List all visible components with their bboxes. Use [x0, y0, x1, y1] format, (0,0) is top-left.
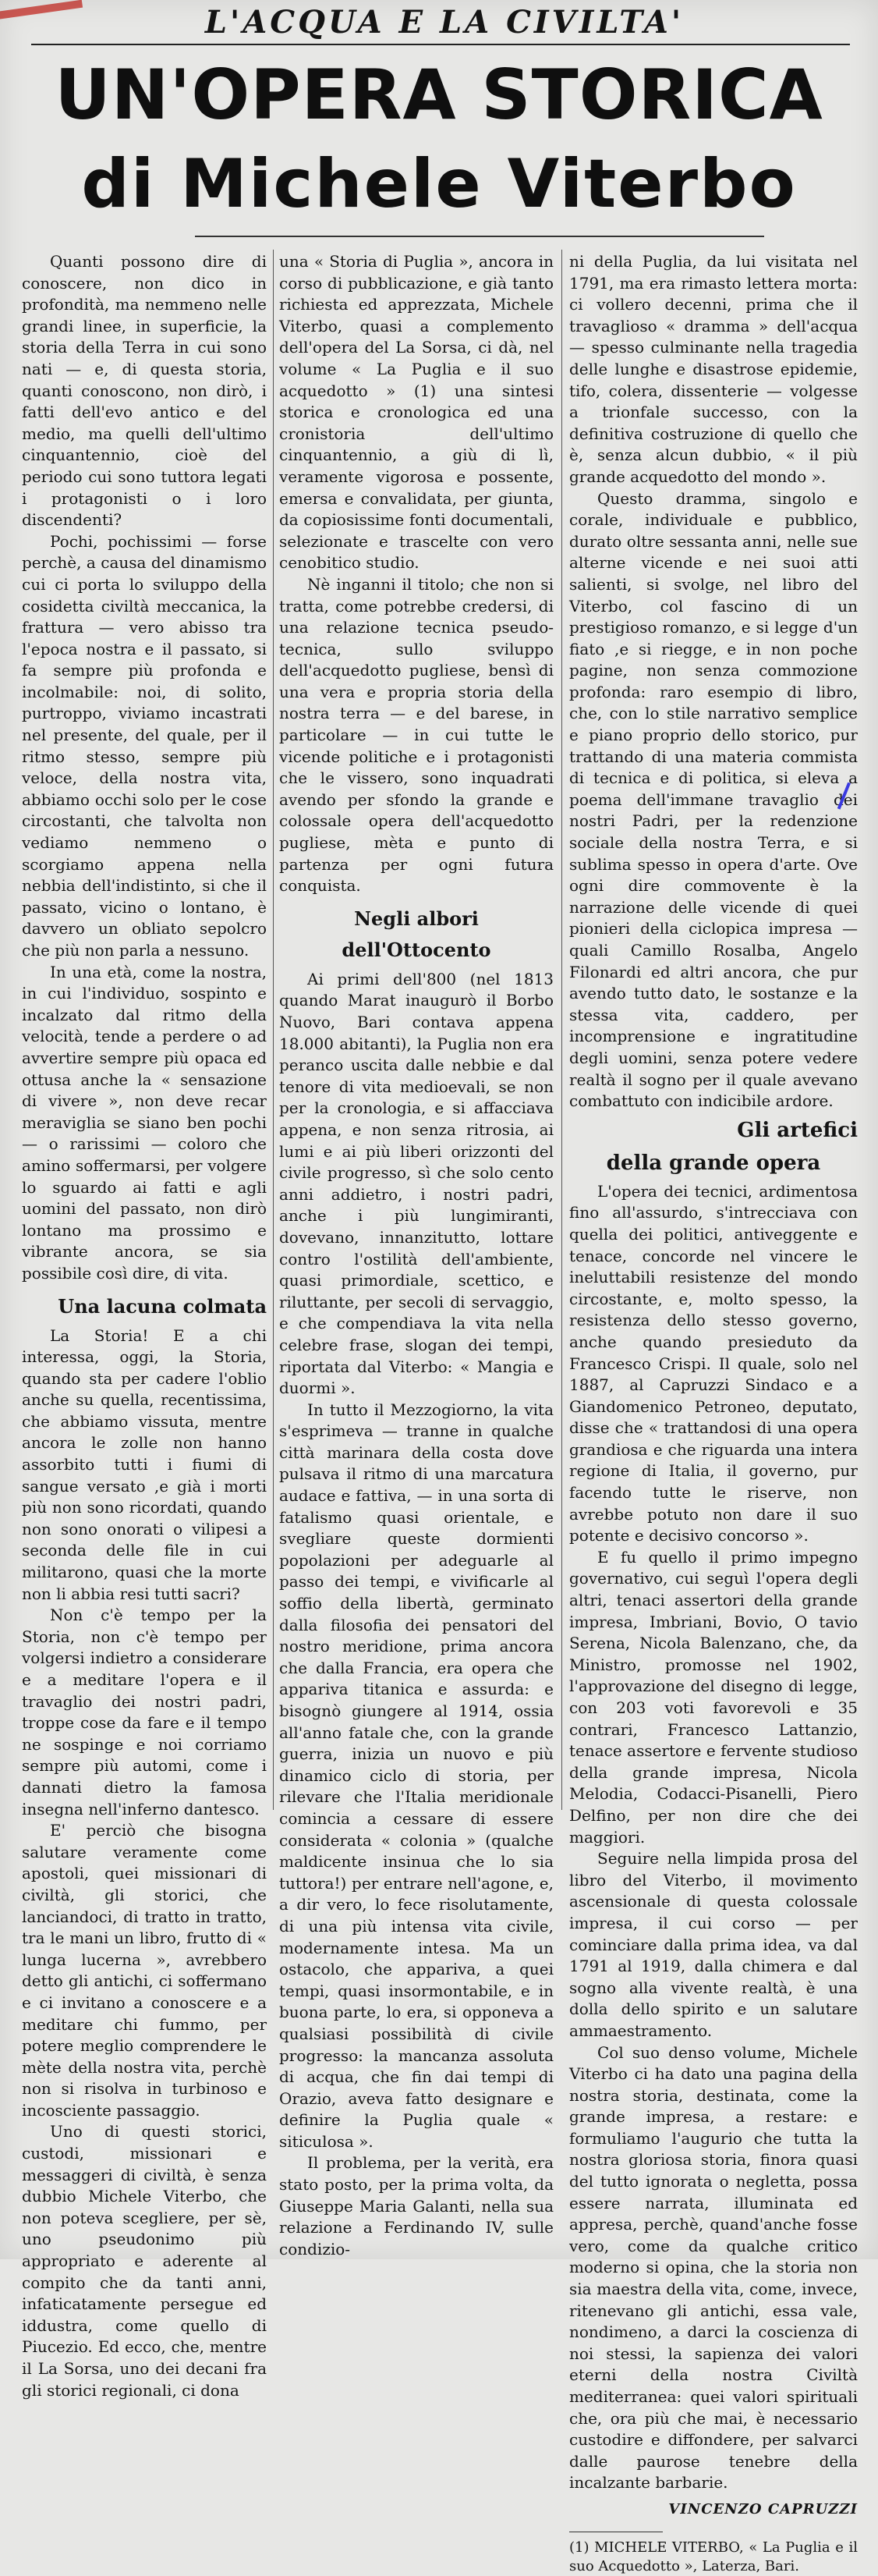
- paragraph: ni della Puglia, da lui visitata nel 1791, ma era rimasto lettera morta: ci vollero decenni, prima che il travaglioso « dramma » dell'acqua — spesso culminante nella tragedia delle lunghe e disastrose epidemie, tifo, colera, dissenterie — volgesse a trionfale successo, con la definitiva costruzione di quello che è, senza alcun dubbio, « il più grande acquedotto del mondo ».: [569, 252, 858, 486]
- rubric-rule: [31, 44, 850, 45]
- paragraph: Ai primi dell'800 (nel 1813 quando Marat inaugurò il Borbo Nuovo, Bari contava appena 18.000 abitanti), la Puglia non era peranco uscita dalle nebbie e dal tenore di vita medioevali, se non per la cronologia, e si affacciava appena, e non senza ritrosia, ai lumi e ai più liberi orizzonti del civile progresso, sì che solo cento anni addietro, i nostri padri, anche i più lungimiranti, dovevano, innanzitutto, lottare contro l'ostilità dell'ambiente, quasi primordiale, scettico, e riluttante, per secoli di servaggio, e che compendiava la vita nella celebre frase, slogan dei tempi, riportata dal Viterbo: « Mangia e duormi ».: [279, 969, 554, 1398]
- footnote: (1) MICHELE VITERBO, « La Puglia e il suo Acquedotto », Laterza, Bari.: [569, 2539, 858, 2574]
- subheading-artefici-2: della grande opera: [606, 1151, 821, 1175]
- rubric: L'ACQUA E LA CIVILTA': [204, 4, 685, 41]
- subheading-lacuna: Una lacuna colmata: [58, 1294, 267, 1318]
- paragraph: Non c'è tempo per la Storia, non c'è tempo per volgersi indietro a considerare e a meditare l'opera e il travaglio dei nostri padri, troppe cose da fare e il tempo ne sospinge e noi corriamo sempre più automi, come i dannati dietro la famosa insegna nell'inferno dantesco.: [22, 1606, 267, 1818]
- paragraph: Seguire nella limpida prosa del libro del Viterbo, il movimento ascensionale di questa colossale impresa, il cui corso — per cominciare dalla prima idea, va dal 1791 al 1919, dalla chimera e dal sogno alla vivente realtà, è una dolla dello spirito e un salutare ammaestramento.: [569, 1849, 858, 2040]
- paragraph: E' perciò che bisogna salutare veramente come apostoli, quei missionari di civiltà, gli storici, che lanciandoci, di tratto in tratto, tra le mani un libro, frutto di « lunga lucerna », avrebbero detto gli antichi, ci soffermano e ci invitano a conoscere e a meditare chi fummo, per potere meglio comprendere le mète della nostra vita, perchè non si risolva in turbinoso e incosciente passaggio.: [22, 1821, 267, 2120]
- paragraph: La Storia! E a chi interessa, oggi, la Storia, quando sta per cadere l'oblio anche su quella, recentissima, che abbiamo vissuta, mentre ancora le zolle non hanno assorbito tutti i fiumi di sangue versato ,e già i morti più non sono ricordati, quando non sono onorati o vilipesi a seconda delle file in cui militarono, quasi che la morte non li abbia resi tutti sacri?: [22, 1325, 267, 1603]
- headline-rule: [195, 236, 764, 237]
- paragraph: Nè inganni il titolo; che non si tratta, come potrebbe credersi, di una relazione tecnica pseudo-tecnica, sullo sviluppo dell'acquedotto pugliese, bensì di una vera e propria storia della nostra terra — e del barese, in particolare — in cui tutte le vicende politiche e i protagonisti che le vissero, sono inquadrati avendo per sfondo la grande e colossale opera dell'acquedotto pugliese, mèta e punto di partenza per ogni futura conquista.: [279, 574, 554, 896]
- column-2: [279, 251, 554, 2258]
- headline-line-2: di Michele Viterbo: [81, 145, 797, 223]
- paragraph: E fu quello il primo impegno governativo, cui seguì l'opera degli altri, tenaci assertori della grande impresa, Imbriani, Bovio, O tavio Serena, Nicola Balenzano, che, da Ministro, promosse nel 1902, l'approvazione del disegno di legge, con 203 voti favorevoli e 35 contrari, Francesco Lattanzio, tenace assertore e fervente studioso della grande impresa, Nicola Melodia, Codacci-Pisanelli, Piero Delfino, per non dire che dei maggiori.: [569, 1547, 858, 1847]
- paragraph: Col suo denso volume, Michele Viterbo ci ha dato una pagina della nostra storia, destinata, come la grande impresa, a restare: e formuliamo l'augurio che tutta la nostra gloriosa storia, finora quasi del tutto ignorata o negletta, possa essere narrata, illuminata ed appresa, perchè, quand'anche fosse vero, come da qualche critico moderno si opina, che la storia non sia maestra della vita, come, invece, ritenevano gli antichi, essa vale, nondimeno, a darci la coscienza di noi stessi, la sapienza dei valori eterni della nostra Civiltà mediterranea: quei valori spirituali che, ora più che mai, è necessario custodire e diffondere, per salvarci dalle paurose tenebre della incalzante barbarie.: [569, 2042, 858, 2493]
- paragraph: Il problema, per la verità, era stato posto, per la prima volta, da Giuseppe Maria Galanti, nella sua relazione a Ferdinando IV, sulle condizio-: [279, 2153, 554, 2258]
- paragraph: Questo dramma, singolo e corale, individuale e pubblico, durato oltre sessanta anni, nelle sue alterne vicende e nei suoi atti salienti, si svolge, nel libro del Viterbo, col fascino di un prestigioso romanzo, e si legge d'un fiato ,e si riegge, e in non poche pagine, non senza commozione profonda: raro esempio di libro, che, con lo stile narrativo semplice e piano proprio dello storico, pur trattando di una materia commista di tecnica e di politica, si eleva a poema dell'immane travaglio dei nostri Padri, per la redenzione sociale della nostra Terra, e si sublima spesso in opera d'arte. Ove ogni dire commovente è la narrazione delle vicende di quei pionieri della ciclopica impresa — quali Camillo Rosalba, Angelo Filonardi ed altri ancora, che pur avendo tutto dato, le sostanze e la stessa vita, caddero, per incomprensione e ingratitudine degli uomini, senza potere vedere realtà il sogno per il quale avevano combattuto con indicibile ardore.: [569, 488, 858, 1111]
- column-divider: [273, 250, 274, 1810]
- paragraph: In tutto il Mezzogiorno, la vita s'esprimeva — tranne in qualche città marinara della costa dove pulsava il ritmo di una marcatura audace e fattiva, — in una sorta di fatalismo quasi orientale, e svegliare queste dormienti popolazioni per adeguarle al passo dei tempi, e vivificarle al soffio della libertà, germinato dalla filosofia dei pensatori del nostro meridione, prima ancora che dalla Francia, era opera che appariva titanica e assurda: e bisognò giungere al 1914, ossia all'anno fatale che, con la grande guerra, inizia un nuovo e più dinamico ciclo di storia, per rilevare che l'Italia meridionale comincia a cessare di essere considerata « colonia » (qualche maldicente insinua che lo sia tuttora!) per entrare nell'agone, e, a dir vero, lo fece risolutamente, di una più intensa vita civile, modernamente intesa. Ma un ostacolo, che appariva, a quei tempi, quasi insormontabile, e in buona parte, lo era, si opponeva a qualsiasi possibilità di civile progresso: la mancanza assoluta di acqua, che fin dai tempi di Orazio, aveva fatto designare e definire la Puglia quale « siticulosa ».: [279, 1400, 554, 2151]
- column-1: [22, 251, 267, 2400]
- column-3: [569, 251, 858, 2574]
- paragraph: Uno di questi storici, custodi, missionari e messaggeri di civiltà, è senza dubbio Michele Viterbo, che non poteva scegliere, per sè, uno pseudonimo più appropriato e aderente al compito che da tanti anni, infaticatamente persegue ed iddustra, come quello di Piucezio. Ed ecco, che, mentre il La Sorsa, uno dei decani fra gli storici regionali, ci dona: [22, 2122, 267, 2400]
- paragraph: una « Storia di Puglia », ancora in corso di pubblicazione, e già tanto richiesta ed apprezzata, Michele Viterbo, quasi a complemento dell'opera del La Sorsa, ci dà, nel volume « La Puglia e il suo acquedotto » (1) una sintesi storica e cronologica ed una cronistoria dell'ultimo cinquantennio, a giù di lì, veramente vigorosa e possente, emersa e convalidata, per giunta, da copiosissime fonti documentali, selezionate e trascelte con vero cenobitico studio.: [279, 252, 554, 573]
- headline-line-1: UN'OPERA STORICA: [55, 55, 823, 135]
- author-signature: VINCENZO CAPRUZZI: [668, 2500, 858, 2517]
- subheading-artefici-1: Gli artefici: [737, 1118, 858, 1142]
- subheading-albori: Negli albori dell'Ottocento: [342, 907, 491, 961]
- paragraph: In una età, come la nostra, in cui l'individuo, sospinto e incalzato dal ritmo della velocità, tende a perdere o ad avvertire sempre più opaca ed ottusa anche la « sensazione di vivere », non deve recar meraviglia se siano ben pochi — o rarissimi — coloro che amino soffermarsi, per volgere lo sguardo ai fatti e agli uomini del passato, non dirò lontano ma prossimo e vibrante ancora, se sia possibile così dire, di vita.: [22, 962, 267, 1283]
- paragraph: Pochi, pochissimi — forse perchè, a causa del dinamismo cui ci porta lo sviluppo della cosidetta civiltà meccanica, la frattura — vero abisso tra l'epoca nostra e il passato, si fa sempre più profonda e incolmabile: noi, di solito, purtroppo, viviamo incastrati nel presente, del quale, per il ritmo stesso, sempre più veloce, della nostra vita, abbiamo occhi solo per le cose circostanti, che talvolta non vediamo nemmeno o scorgiamo appena nella nebbia dell'indistinto, si che il passato, vicino o lontano, è davvero un obliato sepolcro che più non parla a nessuno.: [22, 531, 267, 960]
- paragraph: Quanti possono dire di conoscere, non dico in profondità, ma nemmeno nelle grandi linee, in superficie, la storia della Terra in cui sono nati — e, di questa storia, quanti conoscono, non dirò, i fatti dell'evo antico e del medio, ma quelli dell'ultimo cinquantennio, cioè del periodo cui sono tuttora legati i protagonisti o i loro discendenti?: [22, 252, 267, 530]
- paragraph: L'opera dei tecnici, ardimentosa fino all'assurdo, s'intrecciava con quella dei politici, antiveggente e tenace, concorde nel vincere le ineluttabili resistenze del mondo circostante, e, molto spesso, la resistenza dello stesso governo, anche quando presieduto da Francesco Crispi. Il quale, solo nel 1887, al Capruzzi Sindaco e a Giandomenico Petroneo, deputato, disse che « trattandosi di una opera grandiosa e che riguarda una intera regione di Italia, il governo, pur facendo tutte le riserve, non avrebbe potuto non dare il suo potente e decisivo concorso ».: [569, 1181, 858, 1545]
- red-ink-mark: [0, 0, 83, 20]
- column-divider: [561, 250, 562, 1810]
